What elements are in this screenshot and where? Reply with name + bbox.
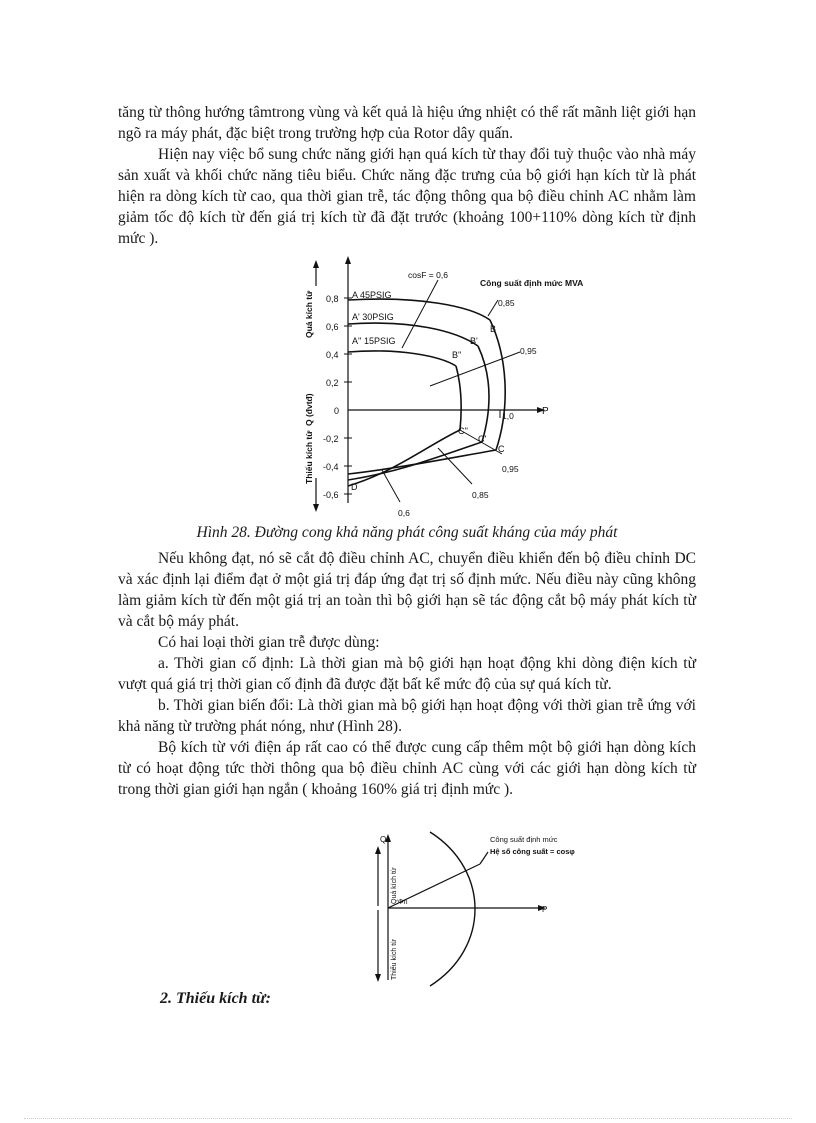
pf-095-top: 0,95 bbox=[520, 346, 537, 356]
section-heading-2: 2. Thiếu kích từ: bbox=[160, 990, 271, 1007]
footer-divider bbox=[24, 1118, 792, 1119]
curve-a2-15psig bbox=[348, 351, 456, 366]
point-c: C bbox=[498, 444, 505, 454]
pf-085-bottom: 0,85 bbox=[472, 490, 489, 500]
pf-085-top: 0,85 bbox=[498, 298, 515, 308]
over-label: Quá kích từ bbox=[391, 867, 398, 904]
paragraph-2: Hiện nay việc bổ sung chức năng giới hạn quá kích từ thay đổi tuỳ thuộc vào nhà máy sản xuất và khối chức năng tiêu biểu. Chức năng đặc trưng của bộ giới hạn kích từ là phát hiện ra dòng kích từ cao, qua thời gian trễ, tác động thông qua bộ điều chỉnh AC nhằm làm giảm tốc độ kích từ đến giá trị kích từ đã đặt trước (khoảng 100+110% dòng kích từ định mức ). bbox=[118, 146, 696, 247]
item-b: b. Thời gian biến đổi: Là thời gian mà bộ giới hạn hoạt động với thời gian trễ ứng với khả năng từ trường phát nóng, như (Hình 28). bbox=[118, 697, 696, 735]
text-section-middle bbox=[118, 548, 696, 800]
under-label: Thiếu kích từ bbox=[391, 939, 398, 980]
rated-arc bbox=[430, 832, 475, 986]
over-excitation-label: Quá kích từ bbox=[304, 290, 314, 338]
arc-b-c bbox=[490, 320, 505, 450]
under-excitation-label: Thiếu kích từ bbox=[304, 430, 314, 484]
y-tick-06: 0,6 bbox=[326, 322, 339, 332]
phi-label: Φn bbox=[398, 899, 408, 906]
p-axis-label: P bbox=[542, 406, 549, 417]
curve-label-a2: A'' 15PSIG bbox=[352, 336, 396, 346]
y-tick-m04: -0,4 bbox=[323, 462, 339, 472]
paragraph-5: Bộ kích từ với điện áp rất cao có thể được cung cấp thêm một bộ giới hạn dòng kích từ có hoạt động tức thời thông qua bộ điều chỉnh AC cùng với các giới hạn dòng kích từ trong thời gian giới hạn ngắn ( khoảng 160% giá trị định mức ). bbox=[118, 739, 696, 798]
point-b: B bbox=[490, 324, 497, 334]
point-c1: C' bbox=[478, 434, 487, 444]
paragraph-3: Nếu không đạt, nó sẽ cắt độ điều chỉnh AC, chuyển điều khiển đến bộ điều chỉnh DC và xác định lại điểm đạt ở một giá trị đáp ứng đạt trị số định mức. Nếu điều này cũng không làm giảm kích từ đến một giá trị an toàn thì bộ giới hạn sẽ tác động cắt bộ máy phát kích từ và cắt bộ máy phát. bbox=[118, 550, 696, 630]
text-section-top bbox=[118, 102, 696, 249]
over-arrow-head bbox=[313, 260, 319, 268]
paragraph-4: Có hai loại thời gian trễ được dùng: bbox=[158, 634, 380, 651]
q-axis-label: Q (đvtđ) bbox=[304, 393, 314, 426]
point-c2: C'' bbox=[458, 426, 468, 436]
paragraph-1: tăng từ thông hướng tâmtrong vùng và kết quả là hiệu ứng nhiệt có thể rất mãnh liệt giới hạn ngõ ra máy phát, đặc biệt trong trường hợp của Rotor dây quấn. bbox=[118, 104, 696, 142]
y-tick-02: 0,2 bbox=[326, 378, 339, 388]
point-b1: B' bbox=[470, 336, 478, 346]
arc-b1-c1 bbox=[478, 346, 489, 442]
y-arrow-head bbox=[345, 256, 351, 264]
figure-28-caption: Hình 28. Đường cong khả năng phát công suất kháng của máy phát bbox=[196, 524, 618, 541]
leader-line bbox=[480, 852, 488, 864]
cosf-label: cosF = 0,6 bbox=[408, 270, 448, 280]
point-d: D bbox=[351, 482, 358, 492]
q-axis-label: Q bbox=[380, 835, 387, 844]
p-axis-label: P bbox=[542, 905, 548, 914]
pf-06-bottom: 0,6 bbox=[398, 508, 410, 518]
x-tick-10: 1,0 bbox=[502, 411, 514, 421]
y-tick-0: 0 bbox=[334, 406, 340, 416]
y-tick-08: 0,8 bbox=[326, 294, 339, 304]
pf-095-bottom: 0,95 bbox=[502, 464, 519, 474]
y-tick-m02: -0,2 bbox=[323, 434, 339, 444]
rated-label: Công suất định mức bbox=[490, 835, 558, 844]
point-b2: B'' bbox=[452, 350, 462, 360]
under-curve-c1 bbox=[348, 442, 482, 480]
y-tick-m06: -0,6 bbox=[323, 490, 339, 500]
capability-curves bbox=[348, 299, 505, 486]
curve-label-a: A 45PSIG bbox=[352, 290, 392, 300]
under-arrow-head bbox=[313, 504, 319, 512]
curve-label-a1: A' 30PSIG bbox=[352, 312, 394, 322]
figure-28-diagram bbox=[290, 258, 584, 520]
figure-capability-diagram bbox=[360, 830, 575, 988]
pf-label: Hệ số công suất = cosφ bbox=[490, 847, 575, 856]
item-a: a. Thời gian cố định: Là thời gian mà bộ giới hạn hoạt động khi dòng điện kích từ vượt quá giá trị thời gian cố định đã được đặt bất kể mức độ của sự quá kích từ. bbox=[118, 655, 696, 693]
y-tick-04: 0,4 bbox=[326, 350, 339, 360]
mva-label: Công suất định mức MVA bbox=[480, 278, 584, 288]
